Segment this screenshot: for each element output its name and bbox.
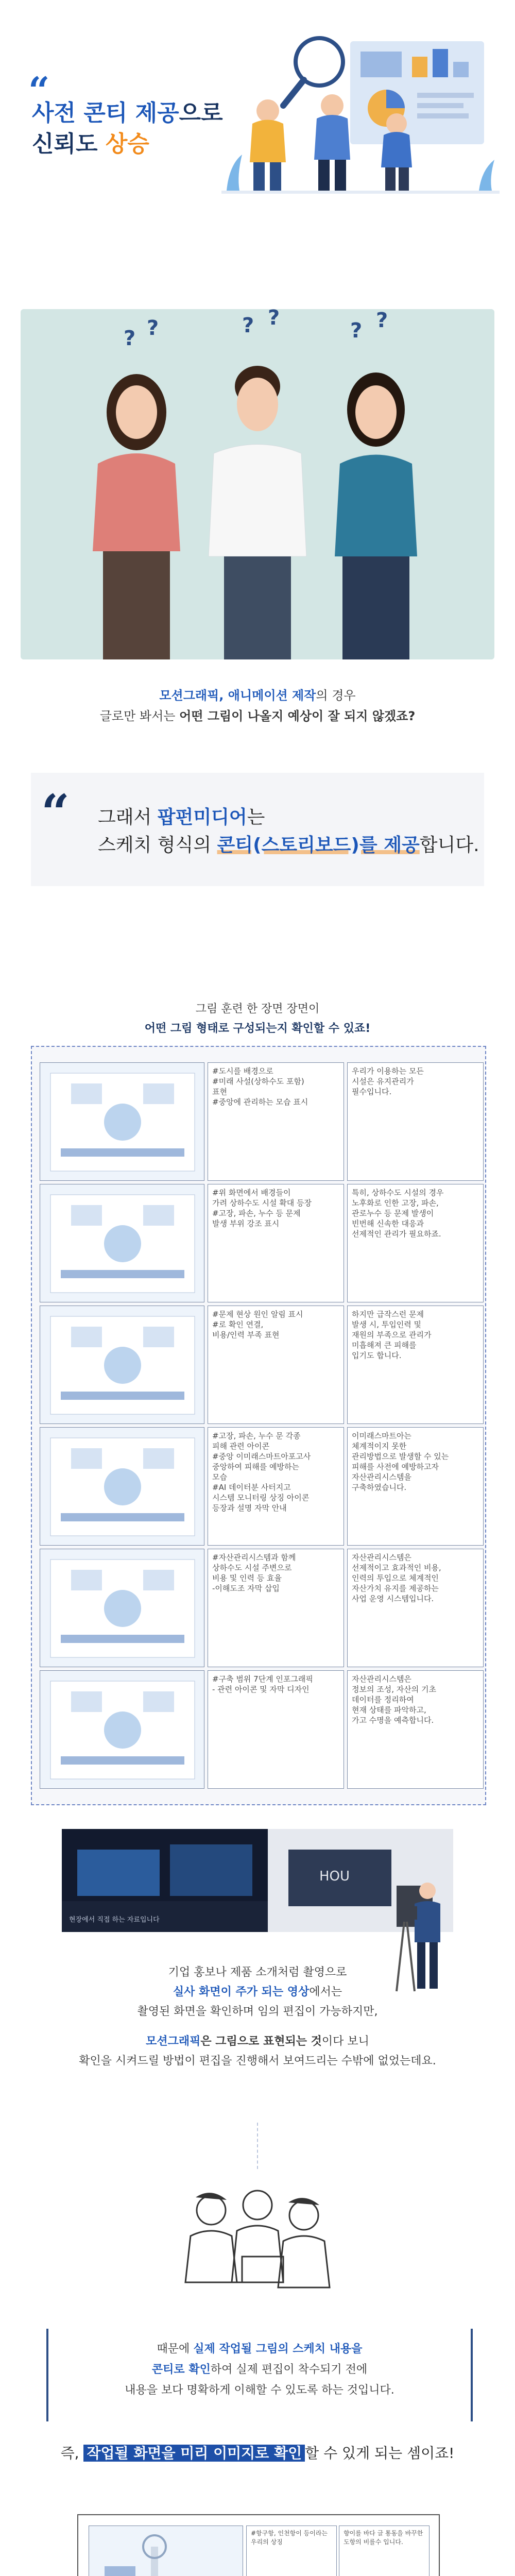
- hero-title-accent: 상승: [105, 131, 149, 157]
- storyboard-2-note: #항구항, 인천항이 등이라는 우리의 상징: [246, 2526, 337, 2576]
- summary-1: 즉,: [60, 2445, 84, 2462]
- question-mark-icon: ?: [124, 327, 136, 350]
- offer-text-2: 는: [247, 807, 265, 828]
- tablet-icon: [242, 2257, 283, 2282]
- woman-pants: [103, 551, 170, 659]
- hero-section: [0, 0, 515, 206]
- storyboard-description: #자산관리시스템과 함께 상하수도 시설 주변으로 비용 및 인력 등 효율 -이해도조 자막 삽입: [208, 1549, 344, 1667]
- intro-highlight: 모션그래픽, 애니메이션 제작: [159, 688, 316, 703]
- storyboard-description: #구축 범위 7단계 인포그래픽 - 관련 아이콘 및 자막 디자인: [208, 1670, 344, 1789]
- offer-text-1: 그래서: [98, 807, 158, 828]
- person-3-head: [386, 113, 407, 134]
- storyboard-sheet-1: [31, 1046, 486, 1805]
- scene-sketch: [40, 1549, 204, 1667]
- svg-text:?: ?: [376, 309, 388, 332]
- scene-sketch: [40, 1063, 204, 1181]
- shoot-highlight-2: 모션그래픽: [146, 2035, 201, 2048]
- storyboard-intro-1: 그림 훈련 한 장면 장면이: [195, 1003, 320, 1015]
- storyboard-narration: 특히, 상하수도 시설의 경우 노후화로 인한 고장, 파손, 관로누수 등 문제 발생이 빈번해 신속한 대응과 선제적인 관리가 필요하죠.: [347, 1184, 484, 1302]
- man-shirt: [209, 445, 306, 557]
- storyboard-narration: 우리가 이용하는 모든 시설은 유지관리가 필수입니다.: [347, 1062, 484, 1181]
- offer-text-4: 합니다.: [419, 835, 479, 856]
- storyboard-sheet-2: [77, 2514, 440, 2576]
- shoot-highlight: 실사 화면이 주가 되는 영상: [173, 1986, 310, 1998]
- offer-highlight: 콘티(스토리보드)를 제공: [217, 835, 420, 856]
- storyboard-narration: 이미래스마트아는 체계적이지 못한 관리방법으로 발생할 수 있는 피해를 사전에 예방하고자 자산관리시스템을 구축하였습니다.: [347, 1427, 484, 1546]
- storyboard-intro: [0, 999, 515, 1039]
- storyboard-thumbnail: [40, 1306, 204, 1424]
- shoot-3: 촬영된 화면을 확인하며 임의 편집이 가능하지만,: [137, 2005, 378, 2018]
- hero-title-text-2: 신뢰도: [32, 131, 106, 157]
- storyboard-thumbnail: [40, 1549, 204, 1667]
- solution-1: 때문에: [157, 2343, 194, 2355]
- scene-sketch: [40, 1184, 204, 1302]
- photo-caption: 현장에서 직접 하는 자료입니다: [69, 1916, 160, 1924]
- scene-sketch: [40, 1306, 204, 1424]
- woman-sweater: [93, 453, 180, 551]
- intro-bold: 어떤 그림이 나올지 예상이 잘 되지 않겠죠?: [179, 709, 416, 723]
- offer-text: [98, 804, 479, 859]
- storyboard-narration: 자산관리시스템은 정보의 조성, 자산의 기초 데이터를 정리하여 현재 상태를 파악하고, 가고 수명을 예측합니다.: [347, 1670, 484, 1789]
- hero-title: [32, 98, 223, 160]
- board-chart-icon: [360, 52, 402, 77]
- scene-sketch: [40, 1671, 204, 1789]
- solution-2: 하여 실제 편집이 착수되기 전에: [210, 2363, 368, 2376]
- quote-mark-icon-2: “: [41, 784, 70, 842]
- storyboard-thumbnail: [40, 1427, 204, 1546]
- monitor-left: [77, 1850, 160, 1896]
- storyboard-2-note: 향이를 바다 글 통동을 바꾸한 도항의 비를수 입니다.: [339, 2526, 430, 2576]
- person-1-head: [256, 99, 279, 122]
- shoot-1: 기업 홍보나 제품 소개처럼 촬영으로: [168, 1966, 347, 1979]
- thinking-people-illustration: [21, 309, 494, 659]
- solution-3: 내용을 보다 명확하게 이해할 수 있도록 하는 것입니다.: [125, 2384, 394, 2397]
- shoot-4: 이다 보니: [321, 2035, 369, 2048]
- man-pants: [224, 556, 291, 659]
- svg-text:?: ?: [147, 316, 159, 340]
- person-3-body: [381, 132, 412, 167]
- shooting-text: [0, 1963, 515, 2071]
- woman-2-face: [355, 385, 397, 439]
- scene-sketch-2: [89, 2526, 243, 2576]
- scene-sketch: [40, 1428, 204, 1546]
- section-divider: [257, 2123, 258, 2169]
- shoot-5: 확인을 시켜드릴 방법이 편집을 진행해서 보여드리는 수밖에 없었는데요.: [79, 2055, 436, 2067]
- intro-text: [0, 685, 515, 726]
- svg-text:?: ?: [268, 309, 280, 330]
- storyboard-table-1: [40, 1062, 477, 1794]
- storyboard-description: #문제 현상 원인 알림 표시 #로 확인 연결, 비용/인력 부족 표현: [208, 1306, 344, 1424]
- storyboard-description: #도시를 배경으로 #미래 사설(상하수도 포함) 표현 #중앙에 관리하는 모습 표시: [208, 1062, 344, 1181]
- solution-highlight-2: 콘티로 확인: [151, 2363, 211, 2376]
- summary-2: 할 수 있게 되는 셈이죠!: [305, 2445, 455, 2462]
- monitor-right: [170, 1844, 252, 1896]
- offer-section: [31, 773, 484, 886]
- storyboard-narration: 자산관리시스템은 선제적이고 효과적인 비용, 인력의 투입으로 체계적인 자산가치 유지를 제공하는 사업 운영 시스템입니다.: [347, 1549, 484, 1667]
- hero-title-text: 으로: [179, 100, 223, 126]
- person-1-body: [250, 120, 286, 163]
- storyboard-intro-2: 어떤 그림 형태로 구성되는지 확인할 수 있죠!: [144, 1022, 371, 1035]
- person-2-body: [314, 115, 350, 160]
- solution-summary: [0, 2442, 515, 2465]
- company-name: 팝펀미디어: [157, 807, 247, 828]
- camera-icon: [397, 1906, 417, 1920]
- shoot-bold: 은 그림으로 표현되는 것: [200, 2035, 322, 2048]
- quote-mark-icon: “: [28, 69, 50, 112]
- woman-2-top: [335, 455, 417, 557]
- hero-illustration: [221, 21, 500, 196]
- storyboard-thumbnail: [40, 1062, 204, 1181]
- man-face: [237, 378, 278, 431]
- svg-text:?: ?: [242, 314, 254, 337]
- storyboard-table-2: [89, 2526, 428, 2576]
- woman-2-pants: [342, 556, 409, 659]
- storyboard-narration: 하지만 급작스런 문제 발생 시, 투입인력 및 재원의 부족으로 관리가 미흡해져 큰 피해를 입기도 합니다.: [347, 1306, 484, 1424]
- person-2-head: [321, 94, 344, 117]
- storyboard-thumbnail: [40, 1670, 204, 1789]
- shoot-2: 에서는: [309, 1986, 342, 1998]
- storyboard-description: #위 화면에서 배경들이 가려 상하수도 시설 확대 등장 #고장, 파손, 누수 등 문제 발생 부위 강조 표시: [208, 1184, 344, 1302]
- solution-highlight: 실제 작업될 그림의 스케치 내용을: [193, 2343, 363, 2355]
- hero-title-highlight: 사전 콘티 제공: [32, 100, 179, 126]
- storyboard-thumbnail: [40, 1184, 204, 1302]
- intro-text-1: 의 경우: [316, 688, 356, 703]
- svg-text:?: ?: [350, 319, 363, 343]
- offer-text-3: 스케치 형식의: [98, 835, 217, 856]
- solution-text: [48, 2339, 471, 2401]
- intro-text-2: 글로만 봐서는: [99, 709, 180, 723]
- solution-box: [46, 2329, 473, 2421]
- woman-face: [116, 385, 157, 439]
- summary-highlight: 작업될 화면을 미리 이미지로 확인: [83, 2445, 305, 2462]
- storyboard-2-thumbnail: [89, 2526, 243, 2576]
- team-meeting-illustration: [170, 2179, 345, 2313]
- confused-people-panel: [21, 309, 494, 659]
- plant-icon: [227, 155, 242, 191]
- storyboard-description: #고장, 파손, 누수 문 각종 피해 관련 아이콘 #중앙 이미래스마트아포고사 중앙하여 피해를 예방하는 모습 #AI 데이터분 사터지고 시스템 모니터링 상징 아이콘 등장과 설명 자막 안내: [208, 1427, 344, 1546]
- monitor-text: HOU: [319, 1869, 350, 1884]
